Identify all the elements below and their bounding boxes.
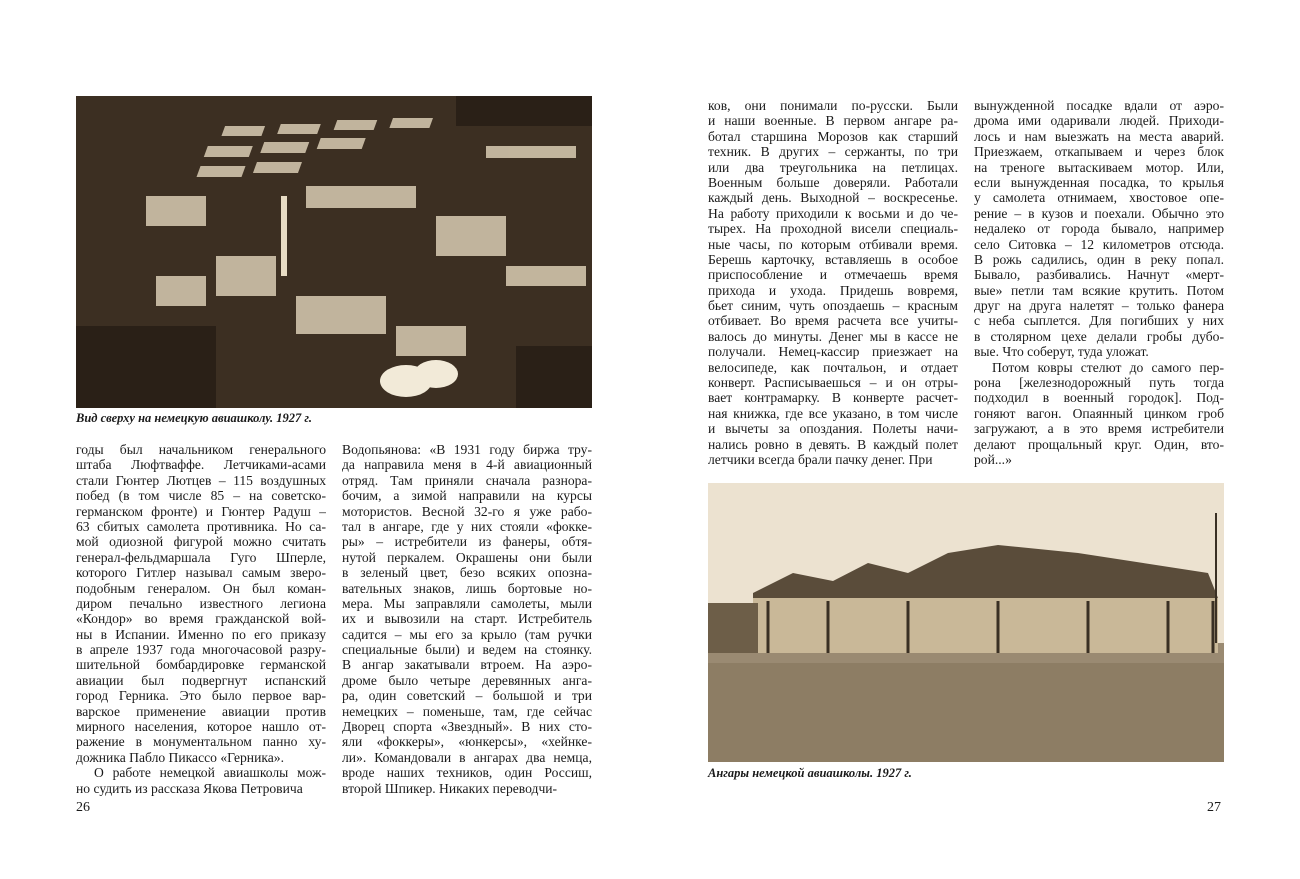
text-line: германском фронте) и Гюнтер Радуш –: [76, 503, 326, 519]
text-line: на треноге вытаскиваем мотор. Или,: [974, 159, 1224, 175]
text-line: В ангар закатывали втроем. На аэро-: [342, 657, 592, 673]
text-line: Приезжаем, откапываем и через блок: [974, 144, 1224, 160]
text-line: штаба Люфтваффе. Летчиками-асами: [76, 457, 326, 473]
text-line: Берешь карточку, вставляешь в особое: [708, 251, 958, 267]
aerial-photo-airschool: [76, 96, 592, 408]
page-number: 26: [76, 800, 90, 815]
text-line: генерал-фельдмаршала Гуго Шперле,: [76, 549, 326, 565]
text-line: авиации был подвергнут испанский: [76, 672, 326, 688]
text-line: мера. Мы заправляли самолеты, мыли: [342, 595, 592, 611]
text-line: ры» – истребители из фанеры, обтя-: [342, 534, 592, 550]
text-line: побед (в том числе 85 – на советско-: [76, 488, 326, 504]
text-line: с неба сыплется. Для погибших у них: [974, 313, 1224, 329]
text-line: вые. Что соберут, туда уложат.: [974, 344, 1149, 360]
text-line: но судить из рассказа Якова Петровича: [76, 780, 303, 796]
text-line: ли». Командовали в ангарах два немца,: [342, 749, 592, 765]
photo-caption: Вид сверху на немецкую авиашколу. 1927 г.: [76, 411, 312, 425]
text-line: диром печально известного легиона: [76, 595, 326, 611]
page-number: 27: [1207, 800, 1221, 815]
text-line: Военным больше доверяли. Работали: [708, 174, 958, 190]
text-line: «Кондор» во время гражданской вой-: [76, 611, 326, 627]
text-line: рона [железнодорожный путь тогда: [974, 375, 1224, 391]
text-line: О работе немецкой авиашколы мож-: [94, 765, 326, 781]
text-line: дроме было четыре деревянных анга-: [342, 672, 592, 688]
text-line: дрома ими одаривали людей. Приходи-: [974, 113, 1224, 129]
text-line: нутой перкалем. Окрашены они были: [342, 549, 592, 565]
text-line: мой одиозной фигурой можно считать: [76, 534, 326, 550]
text-line: летчики всегда брали пачку денег. При: [708, 451, 933, 467]
text-line: ботал старшина Морозов как старший: [708, 128, 958, 144]
text-line: Потом ковры стелют до самого пер-: [992, 359, 1224, 375]
text-line: загружают, а в это время истребители: [974, 421, 1224, 437]
text-column: [76, 442, 326, 796]
text-line: Дворец спорта «Звездный». В них сто-: [342, 719, 592, 735]
photo-caption: Ангары немецкой авиашколы. 1927 г.: [708, 766, 912, 780]
text-line: отряд. Там приняли сначала разнора-: [342, 472, 592, 488]
text-line: техник. В других – сержанты, по три: [708, 144, 958, 160]
text-line: ражение в монументальном панно ху-: [76, 734, 326, 750]
text-line: в столярном цехе делали гробы дубо-: [974, 328, 1224, 344]
text-line: ны в Испании. Именно по его приказу: [76, 626, 326, 642]
text-line: бочим, а зимой направили на курсы: [342, 488, 592, 504]
text-line: ные часы, по которым отбивали время.: [708, 236, 958, 252]
text-line: 63 сбитых самолета противника. Но са-: [76, 518, 326, 534]
text-column: [342, 442, 592, 796]
text-line: вроде наших техников, один Россиш,: [342, 765, 592, 781]
text-line: Бывало, разбивались. Начнут «мерт-: [974, 267, 1224, 283]
text-line: город Герника. Это было первое вар-: [76, 688, 326, 704]
text-line: у самолета отнимаем, хвостовое опе-: [974, 190, 1224, 206]
text-line: каждый день. Выходной – воскресенье.: [708, 190, 958, 206]
text-line: тырех. На проходной висели специаль-: [708, 221, 958, 237]
text-line: подобным генералом. Он был коман-: [76, 580, 326, 596]
text-line: конверт. Расписываешься – и он отры-: [708, 375, 958, 391]
text-line: Водопьянова: «В 1931 году биржа тру-: [342, 442, 592, 457]
text-line: и вычеты за опоздания. Полеты начи-: [708, 421, 958, 437]
text-line: да направила меня в 4-й авиационный: [342, 457, 592, 473]
text-line: На работу приходили к восьми и до че-: [708, 205, 958, 221]
text-line: вынужденной посадке вдали от аэро-: [974, 98, 1224, 113]
text-line: получали. Немец-кассир приезжает на: [708, 344, 958, 360]
text-line: В рожь садились, один в реку попал.: [974, 251, 1224, 267]
text-line: ная книжка, где все указано, в том числе: [708, 405, 958, 421]
text-column: [708, 98, 958, 467]
text-line: мирного населения, которое нашло от-: [76, 719, 326, 735]
text-line: ков, они понимали по-русски. Были: [708, 98, 958, 113]
text-line: рение – в кузов и поехали. Обычно это: [974, 205, 1224, 221]
text-line: которого Гитлер называл самым зверо-: [76, 565, 326, 581]
text-line: село Ситовка – 12 километров отсюда.: [974, 236, 1224, 252]
text-line: стали Гюнтер Лютцев – 115 воздушных: [76, 472, 326, 488]
text-line: ра, один советский – большой и три: [342, 688, 592, 704]
text-line: в апреле 1937 года многочасовой разру-: [76, 642, 326, 658]
text-line: дожника Пабло Пикассо «Герника».: [76, 749, 284, 765]
text-line: садится – мы его за крыло (там ручки: [342, 626, 592, 642]
text-line: яли «фоккеры», «юнкерсы», «хейнке-: [342, 734, 592, 750]
text-line: недалеко от города бывало, например: [974, 221, 1224, 237]
text-line: приспособление и отмечаешь время: [708, 267, 958, 283]
text-line: подходил в военный городок]. Под-: [974, 390, 1224, 406]
text-line: велосипеде, как почтальон, и отдает: [708, 359, 958, 375]
text-line: прихода и ухода. Придешь вовремя,: [708, 282, 958, 298]
text-line: гоняют вагон. Опаянный цинком гроб: [974, 405, 1224, 421]
text-line: вает контрамарку. В конверте расчет-: [708, 390, 958, 406]
text-line: бьет синим, чуть опоздаешь – красным: [708, 298, 958, 314]
text-line: вые» петли там всякие крутить. Потом: [974, 282, 1224, 298]
text-line: рой...»: [974, 451, 1012, 467]
text-line: или два треугольника на петлицах.: [708, 159, 958, 175]
text-line: вательных знаков, лишь бортовые но-: [342, 580, 592, 596]
text-line: шительной бомбардировке германской: [76, 657, 326, 673]
text-line: делают прощальный круг. Один, вто-: [974, 436, 1224, 452]
hangars-photo: [708, 483, 1224, 762]
text-line: валось до минуты. Денег мы в кассе не: [708, 328, 958, 344]
text-line: если вынужденная посадка, то крылья: [974, 174, 1224, 190]
text-line: специальные были) и ведем на стоянку.: [342, 642, 592, 658]
text-line: друг на друга налетят – только фанера: [974, 298, 1224, 314]
text-line: в зеленый цвет, безо всяких опозна-: [342, 565, 592, 581]
text-line: мотористов. Весной 32-го я уже рабо-: [342, 503, 592, 519]
text-line: отбивает. Во время расчета все учиты-: [708, 313, 958, 329]
text-line: варское применение авиации против: [76, 703, 326, 719]
text-line: второй Шпикер. Никаких переводчи-: [342, 780, 558, 796]
text-line: лось и нам выезжать на места аварий.: [974, 128, 1224, 144]
text-line: годы был начальником генерального: [76, 442, 326, 457]
text-column: [974, 98, 1224, 467]
text-line: тал в ангаре, где у них стояли «фокке-: [342, 518, 592, 534]
text-line: их и вывозили на старт. Истребитель: [342, 611, 592, 627]
text-line: и наши военные. В первом ангаре ра-: [708, 113, 958, 129]
text-line: нались ровно в девять. В каждый полет: [708, 436, 958, 452]
text-line: немецких – поменьше, там, где сейчас: [342, 703, 592, 719]
